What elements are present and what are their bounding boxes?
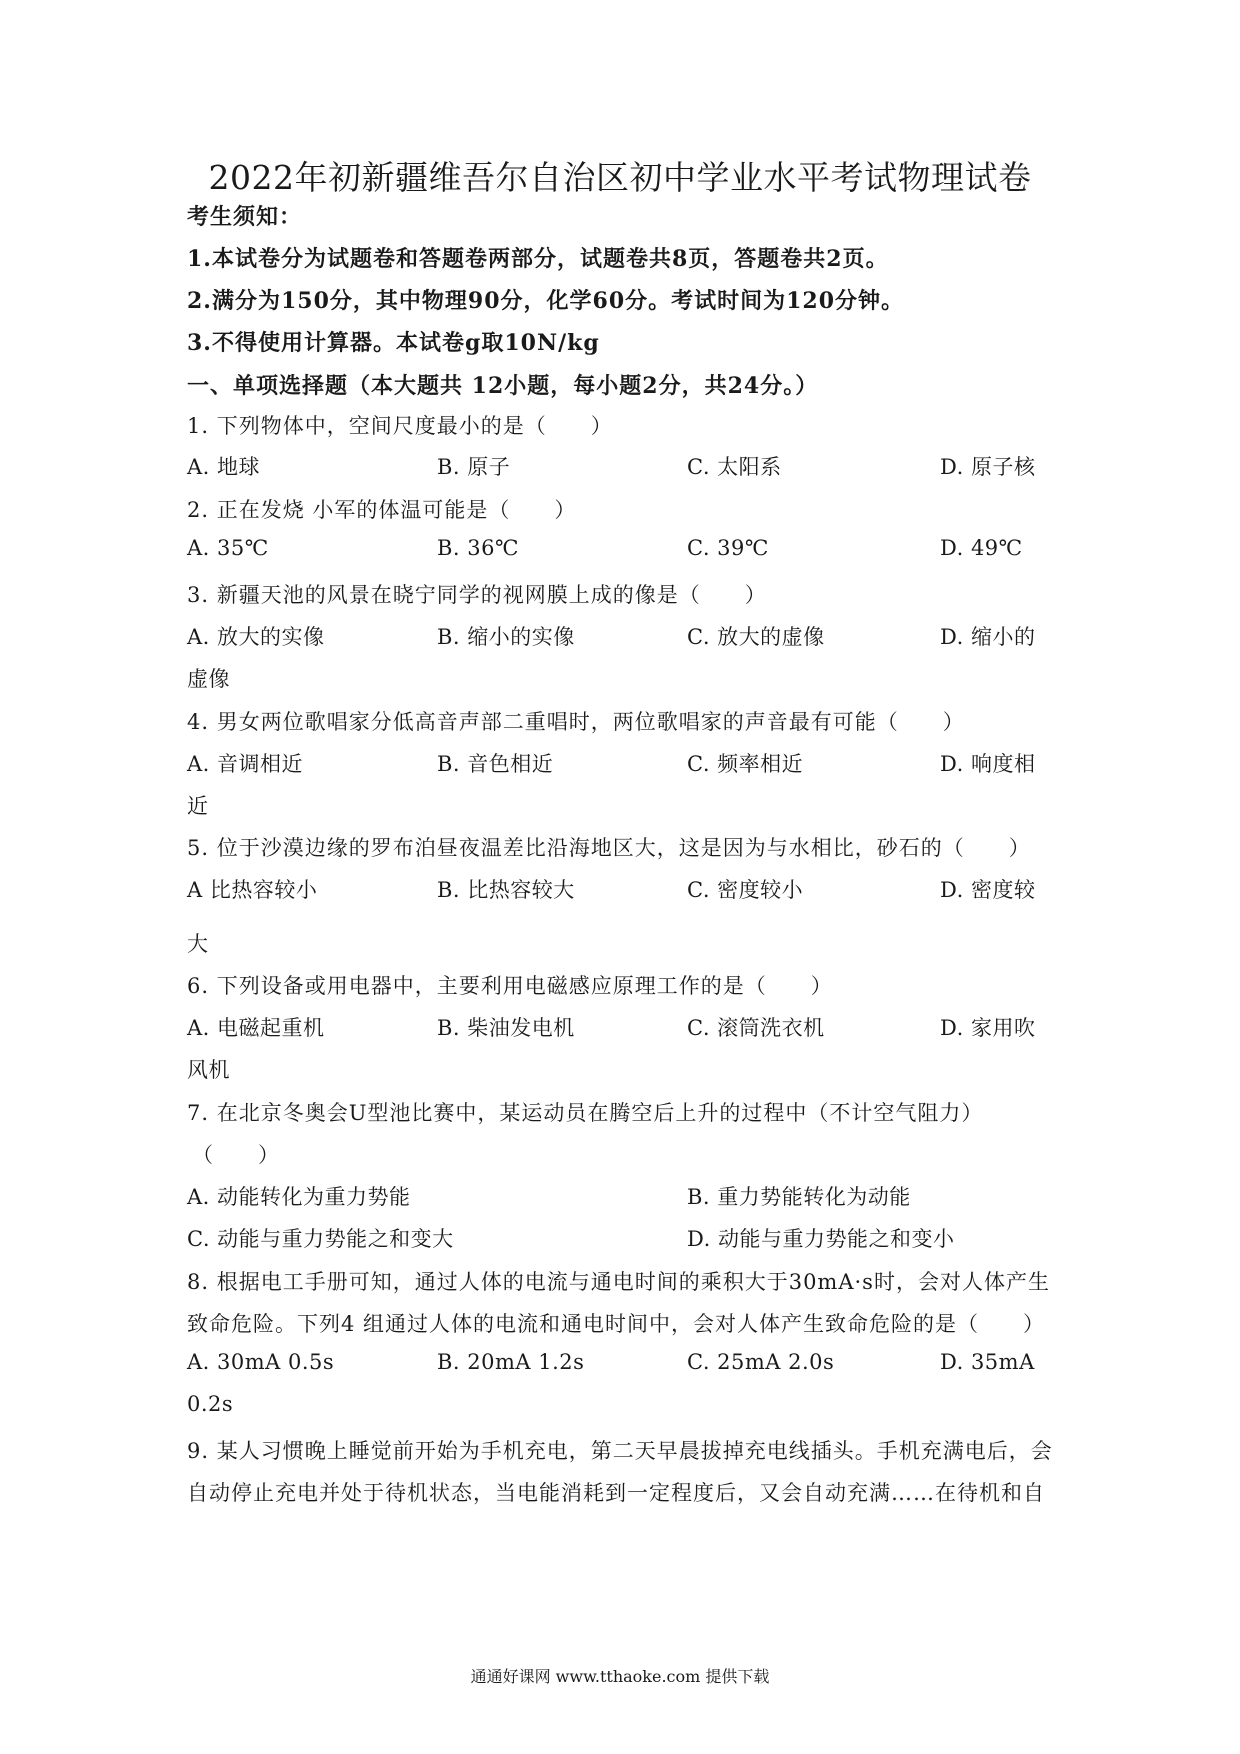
option: C. 频率相近: [687, 752, 804, 776]
option: C. 25mA 2.0s: [687, 1350, 835, 1374]
question-stem: 4. 男女两位歌唱家分低高音声部二重唱时，两位歌唱家的声音最有可能（ ）: [187, 710, 965, 734]
option: B. 比热容较大: [437, 878, 575, 902]
option: C. 39℃: [687, 536, 769, 560]
option: C. 太阳系: [687, 455, 782, 479]
notice-item: 3.不得使用计算器。本试卷g取10N/kg: [187, 330, 600, 356]
option: B. 重力势能转化为动能: [687, 1185, 911, 1209]
question-stem-cont: （ ）: [192, 1143, 280, 1167]
question-stem: 2. 正在发烧 小军的体温可能是（ ）: [187, 498, 577, 522]
option: A 比热容较小: [187, 878, 318, 902]
option: C. 放大的虚像: [687, 625, 825, 649]
option: D. 缩小的: [940, 625, 1036, 649]
option: A. 放大的实像: [187, 625, 325, 649]
option: D. 动能与重力势能之和变小: [687, 1227, 955, 1251]
option-wrap: 虚像: [187, 667, 230, 691]
question-stem-cont: 自动停止充电并处于待机状态，当电能消耗到一定程度后，又会自动充满……在待机和自: [187, 1481, 1045, 1505]
option: C. 滚筒洗衣机: [687, 1016, 825, 1040]
option: A. 音调相近: [187, 752, 304, 776]
option: B. 20mA 1.2s: [437, 1350, 585, 1374]
question-stem: 5. 位于沙漠边缘的罗布泊昼夜温差比沿海地区大，这是因为与水相比，砂石的（ ）: [187, 836, 1031, 860]
option: D. 49℃: [940, 536, 1023, 560]
option: B. 36℃: [437, 536, 519, 560]
option: A. 35℃: [187, 536, 269, 560]
question-stem: 3. 新疆天池的风景在晓宁同学的视网膜上成的像是（ ）: [187, 583, 767, 607]
option: D. 响度相: [940, 752, 1036, 776]
section-heading: 一、单项选择题（本大题共 12小题，每小题2分，共24分。）: [187, 373, 819, 399]
option: D. 家用吹: [940, 1016, 1036, 1040]
notice-heading: 考生须知：: [187, 204, 303, 230]
question-stem: 9. 某人习惯晚上睡觉前开始为手机充电，第二天早晨拔掉充电线插头。手机充满电后，会: [187, 1439, 1053, 1463]
option: C. 密度较小: [687, 878, 804, 902]
option: D. 密度较: [940, 878, 1036, 902]
footer: 通通好课网 www.tthaoke.com 提供下载: [470, 1667, 770, 1686]
option: B. 柴油发电机: [437, 1016, 575, 1040]
option-wrap: 风机: [187, 1058, 230, 1082]
notice-item: 1.本试卷分为试题卷和答题卷两部分，试题卷共8页，答题卷共2页。: [187, 246, 889, 272]
option: A. 地球: [187, 455, 261, 479]
option: B. 原子: [437, 455, 511, 479]
question-stem: 6. 下列设备或用电器中，主要利用电磁感应原理工作的是（ ）: [187, 974, 833, 998]
option: A. 电磁起重机: [187, 1016, 325, 1040]
option: D. 35mA: [940, 1350, 1035, 1374]
option: C. 动能与重力势能之和变大: [187, 1227, 454, 1251]
page-title: 2022年初新疆维吾尔自治区初中学业水平考试物理试卷: [208, 158, 1032, 197]
option-wrap: 大: [187, 932, 209, 956]
option: A. 30mA 0.5s: [187, 1350, 335, 1374]
option-wrap: 近: [187, 794, 209, 818]
question-stem-cont: 致命危险。下列4 组通过人体的电流和通电时间中，会对人体产生致命危险的是（ ）: [187, 1312, 1046, 1336]
option: D. 原子核: [940, 455, 1036, 479]
option-wrap: 0.2s: [187, 1392, 234, 1416]
option: A. 动能转化为重力势能: [187, 1185, 411, 1209]
option: B. 音色相近: [437, 752, 554, 776]
question-stem: 7. 在北京冬奥会U型池比赛中，某运动员在腾空后上升的过程中（不计空气阻力）: [187, 1101, 984, 1125]
notice-item: 2.满分为150分，其中物理90分，化学60分。考试时间为120分钟。: [187, 288, 905, 314]
option: B. 缩小的实像: [437, 625, 575, 649]
question-stem: 1. 下列物体中，空间尺度最小的是（ ）: [187, 414, 613, 438]
question-stem: 8. 根据电工手册可知，通过人体的电流与通电时间的乘积大于30mA·s时，会对人体产生: [187, 1270, 1050, 1294]
